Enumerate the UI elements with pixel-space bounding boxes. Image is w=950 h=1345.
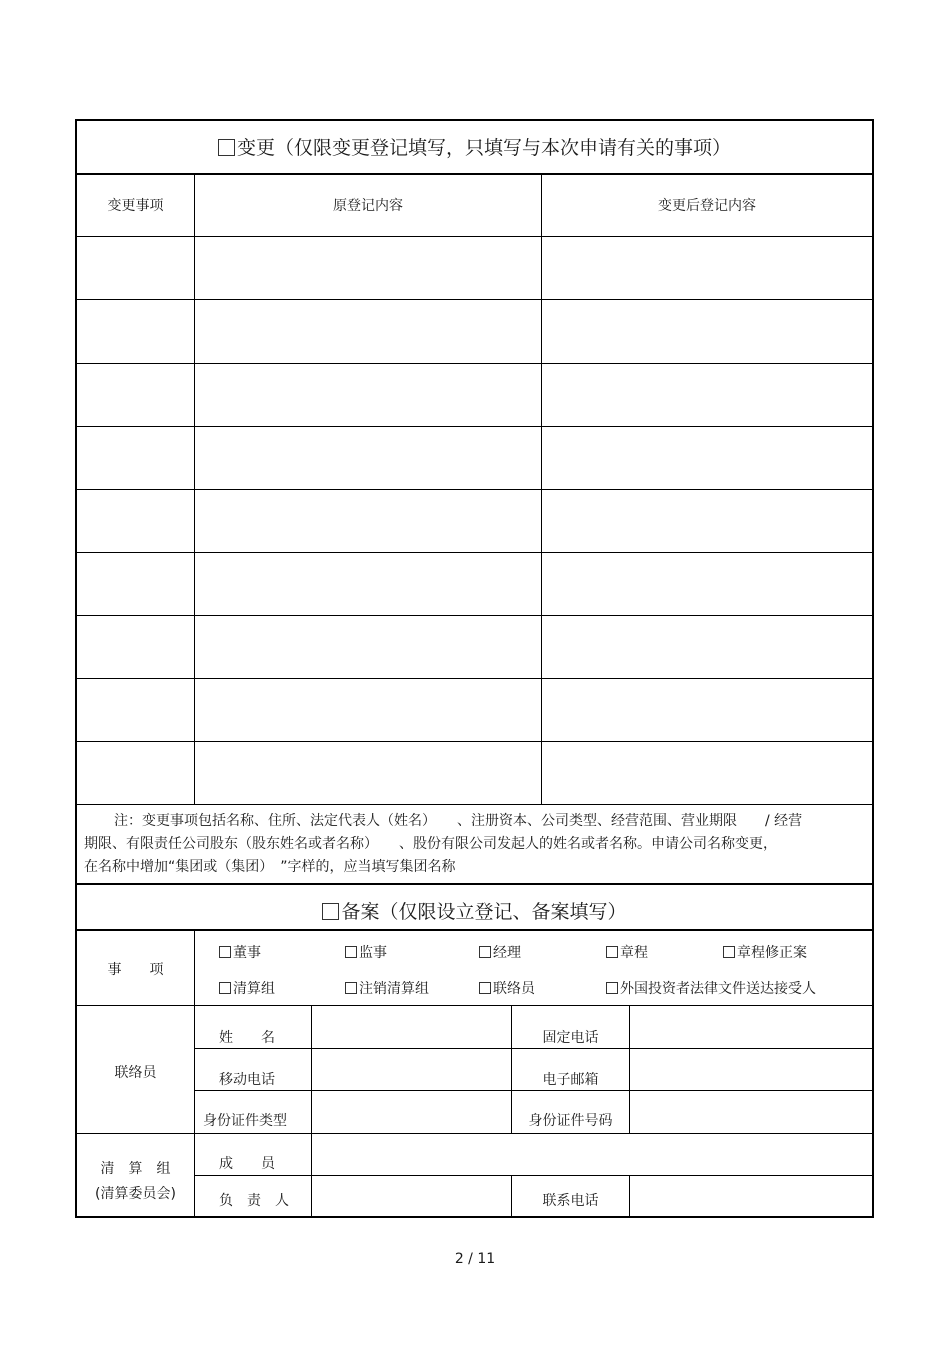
- change-cell[interactable]: [195, 616, 541, 678]
- email-label: 电子邮箱: [542, 1072, 599, 1088]
- change-cell[interactable]: [542, 679, 872, 741]
- option-supervisor[interactable]: [345, 942, 387, 962]
- name-field[interactable]: [312, 1006, 511, 1048]
- page-number: 2 / 11: [454, 1251, 496, 1267]
- change-cell[interactable]: [195, 300, 541, 363]
- option-liquidation-group[interactable]: [219, 978, 275, 998]
- members-field[interactable]: [312, 1134, 872, 1175]
- change-checkbox[interactable]: [218, 139, 235, 156]
- change-cell[interactable]: [542, 427, 872, 489]
- mobile-field[interactable]: [312, 1049, 511, 1090]
- col-header-new: 变更后登记内容: [658, 198, 756, 214]
- change-cell[interactable]: [77, 553, 194, 615]
- checkbox-icon: [606, 946, 618, 958]
- option-manager[interactable]: [479, 942, 521, 962]
- option-label: 注销清算组: [359, 981, 429, 997]
- items-label: 事 项: [107, 962, 164, 978]
- head-field[interactable]: [312, 1176, 511, 1216]
- change-cell[interactable]: [195, 553, 541, 615]
- change-cell[interactable]: [542, 490, 872, 552]
- option-deregistration-liquidation[interactable]: [345, 978, 429, 998]
- option-label: 经理: [493, 945, 521, 961]
- filing-title-text: 备案（仅限设立登记、备案填写）: [341, 901, 627, 923]
- change-cell[interactable]: [542, 553, 872, 615]
- id-number-field[interactable]: [630, 1091, 872, 1133]
- change-cell[interactable]: [195, 679, 541, 741]
- option-label: 外国投资者法律文件送达接受人: [620, 981, 816, 997]
- col-header-original: 原登记内容: [333, 198, 403, 214]
- change-cell[interactable]: [195, 237, 541, 299]
- change-note: [84, 810, 868, 879]
- checkbox-icon: [219, 982, 231, 994]
- name-label: 姓 名: [219, 1030, 275, 1046]
- checkbox-icon: [219, 946, 231, 958]
- liquidation-sublabel: (清算委员会): [95, 1186, 176, 1202]
- contact-phone-field[interactable]: [630, 1176, 872, 1216]
- contact-phone-label: 联系电话: [542, 1193, 599, 1209]
- id-type-field[interactable]: [312, 1091, 511, 1133]
- note-line-3: 在名称中增加“集团或（集团） ”字样的，应当填写集团名称: [84, 859, 456, 875]
- checkbox-icon: [479, 982, 491, 994]
- col-header-item: 变更事项: [107, 198, 164, 214]
- change-cell[interactable]: [195, 364, 541, 426]
- option-label: 监事: [359, 945, 387, 961]
- option-liaison[interactable]: [479, 978, 535, 998]
- change-cell[interactable]: [77, 616, 194, 678]
- change-cell[interactable]: [77, 300, 194, 363]
- option-articles-amendment[interactable]: [723, 942, 807, 962]
- option-director[interactable]: [219, 942, 261, 962]
- option-label: 清算组: [233, 981, 275, 997]
- head-label: 负 责 人: [219, 1193, 289, 1209]
- checkbox-icon: [345, 946, 357, 958]
- option-label: 董事: [233, 945, 261, 961]
- landline-field[interactable]: [630, 1006, 872, 1048]
- option-label: 章程修正案: [737, 945, 807, 961]
- landline-label: 固定电话: [542, 1030, 599, 1046]
- change-cell[interactable]: [542, 237, 872, 299]
- note-line-1: 注：变更事项包括名称、住所、法定代表人（姓名） 、注册资本、公司类型、经营范围、营业期限 / 经营: [114, 813, 803, 829]
- option-foreign-investor-agent[interactable]: [606, 978, 816, 998]
- change-cell[interactable]: [77, 237, 194, 299]
- change-cell[interactable]: [542, 364, 872, 426]
- members-label: 成 员: [219, 1156, 275, 1172]
- liaison-label: 联络员: [114, 1065, 157, 1081]
- filing-checkbox[interactable]: [322, 903, 339, 920]
- change-cell[interactable]: [77, 490, 194, 552]
- id-number-label: 身份证件号码: [528, 1113, 613, 1129]
- checkbox-icon: [606, 982, 618, 994]
- change-cell[interactable]: [195, 427, 541, 489]
- filing-section-title: [77, 897, 872, 924]
- checkbox-icon: [723, 946, 735, 958]
- change-cell[interactable]: [77, 679, 194, 741]
- change-cell[interactable]: [77, 742, 194, 804]
- option-articles[interactable]: [606, 942, 648, 962]
- change-section-title: [77, 133, 872, 160]
- id-type-label: 身份证件类型: [203, 1113, 287, 1129]
- change-title-text: 变更（仅限变更登记填写，只填写与本次申请有关的事项）: [236, 137, 731, 159]
- note-line-2: 期限、有限责任公司股东（股东姓名或者名称） 、股份有限公司发起人的姓名或者名称。申请公司名称变更，: [84, 836, 777, 852]
- change-cell[interactable]: [195, 490, 541, 552]
- change-cell[interactable]: [542, 742, 872, 804]
- checkbox-icon: [479, 946, 491, 958]
- email-field[interactable]: [630, 1049, 872, 1090]
- change-cell[interactable]: [542, 300, 872, 363]
- change-cell[interactable]: [77, 364, 194, 426]
- liquidation-label: 清 算 组: [100, 1161, 171, 1177]
- change-cell[interactable]: [195, 742, 541, 804]
- option-label: 章程: [620, 945, 648, 961]
- change-cell[interactable]: [77, 427, 194, 489]
- checkbox-icon: [345, 982, 357, 994]
- change-cell[interactable]: [542, 616, 872, 678]
- option-label: 联络员: [493, 981, 535, 997]
- mobile-label: 移动电话: [219, 1072, 275, 1088]
